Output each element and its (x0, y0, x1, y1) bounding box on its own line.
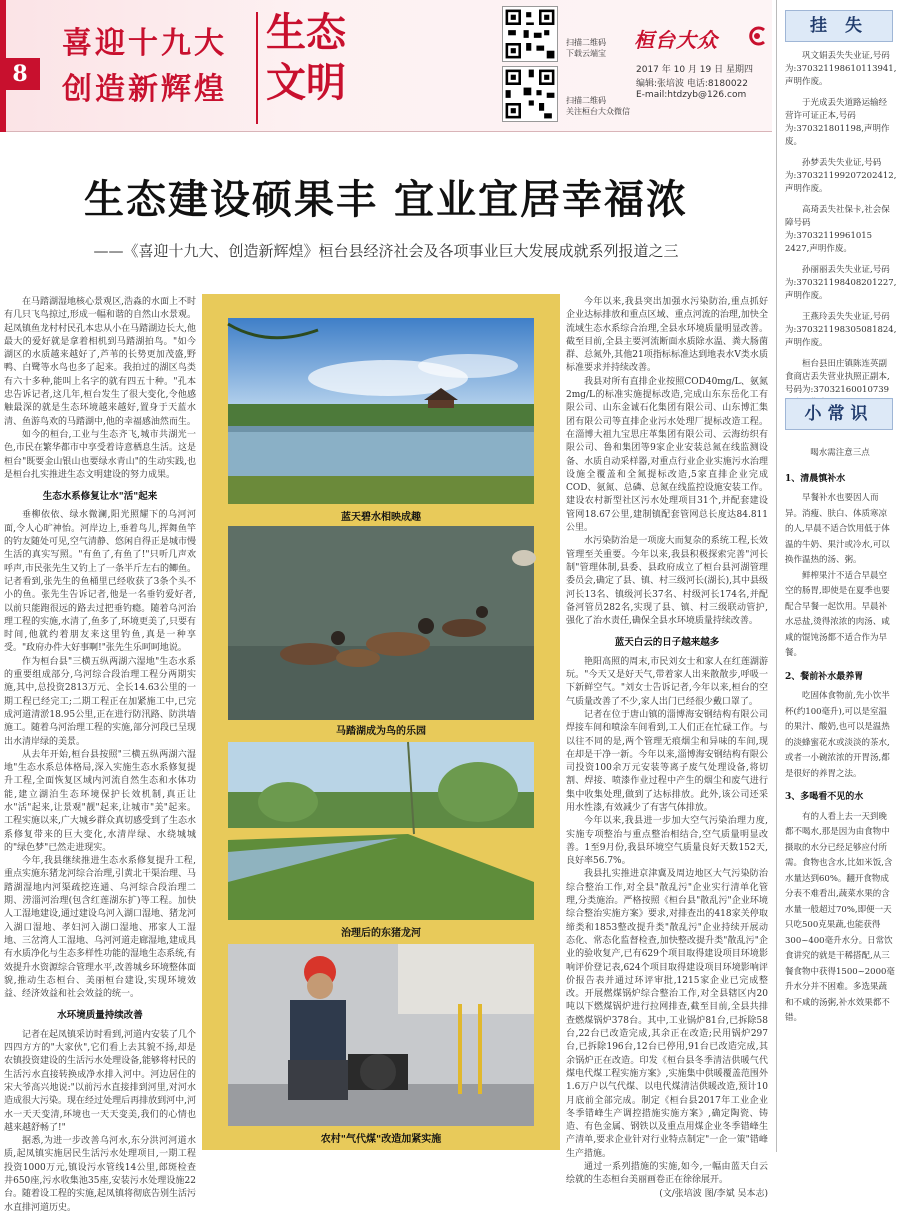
newspaper-logo: 桓台大众 (634, 28, 718, 52)
article-column-right (566, 296, 768, 1199)
editor-info: 编辑:张培波 电话:8180022 (636, 79, 749, 89)
page-number: 8 (0, 58, 40, 90)
newspaper-emblem-icon (746, 24, 768, 48)
paragraph: 今年,我县继续推进生态水系修复提升工程,重点实施东猪龙河综合治理,引黄北干渠治理、马踏湖湿地内河渠疏挖连通、乌河综合段治理二期、涝淄河治理(包含红莲湖东扩)等工程。加快人工湿地建设,通过建设乌河入湖口湿地、猪龙河入湖口湿地、孝妇河入湖口湿地、邢家人工湿地、三岔湾人工湿地、乌河河道走廊湿地,建成具有水质净化与生态多样性功能的湿地生态系统,有效提升水资源综合管理水平,改善城乡环境整体面貌,推动生态桓台、美丽桓台建设,实现环境效益、经济效益和社会效益的统一。 (4, 856, 196, 1000)
paragraph: 今年以来,我县进一步加大空气污染治理力度,实施专项整治与重点整治相结合,空气质量明显改善。1至9月份,我县环境空气质量良好天数152天,良好率56.7%。 (566, 816, 768, 867)
sidebar (776, 0, 900, 1152)
tip-heading: 3、多喝看不见的水 (785, 792, 864, 802)
paragraph: 水污染防治是一项庞大而复杂的系统工程,长效管理至关重要。今年以来,我县积极探索完善"河长制"管理体制,县委、县政府成立了桓台县河湖管理委员会,确定了县、镇、村三级河长(湖长),其中县级河长13名、镇级河长37名、村级河长174名,并配备河管员282名,实现了县、镇、村三级联动管护,强化了治水责任,确保全县水环境质量持续改善。 (566, 536, 768, 627)
article-subheadline: ——《喜迎十九大、创造新辉煌》桓台县经济社会及各项事业巨大发展成就系列报道之三 (93, 242, 679, 260)
lost-notice: 王燕玲丢失失业证,号码为:370321198305081824,声明作废。 (785, 312, 897, 348)
header-divider (256, 12, 258, 124)
photo-worker (228, 944, 534, 1126)
lost-notice: 高琦丢失社保卡,社会保障号码为:37032119961015 2427,声明作废。 (785, 205, 890, 254)
section-subheading: 水环境质量持续改善 (57, 1010, 143, 1022)
lost-notice: 孙丽丽丢失失业证,号码为:370321198408201227,声明作废。 (785, 265, 897, 301)
lost-notices-list (785, 50, 895, 418)
paragraph: 记者在起凤镇采访时看到,河道内安装了几个四四方方的"大家伙",它们看上去其貌不扬,却是农镇投资建设的生活污水处理设备,能够将村民的生活污水直接转换成净水排入河中。河边居住的宋大爷高兴地说:"以前污水直接排到河里,对河水造成很大污染。现在经过处理后再排放到河中,河水一天天变清,环境也一天天变美,我们的心情也越来越舒畅了!" (4, 1029, 196, 1133)
slogan-line-1: 喜迎十九大 (62, 26, 227, 61)
photo-caption: 马踏湖成为鸟的乐园 (336, 726, 426, 737)
paragraph: 艳阳高照的周末,市民刘女士和家人在红莲湖游玩。"今天又是好天气,带着家人出来散散步,呼吸一下新鲜空气。"刘女士告诉记者,今年以来,桓台的空气质量改善了不少,家人出门已经很少戴口罩了。 (566, 656, 768, 707)
paragraph: 记者在位于唐山镇的淄博海安钢结构有限公司焊接车间和喷涂车间看到,工人们正在忙碌工作。与以往不同的是,两个管理无痕烟尘和异味的车间,现在却是干净一新。今年以来,淄博海安钢结构有限公司投资100余万元安装等离子废气处理设备,将切割、焊接、喷漆作业过程中产生的烟尘和废气进行集中收集处理,做到了达标排放。此外,该公司还采用水性漆,有效减少了有害气体排放。 (566, 709, 768, 813)
lost-notice: 巩文娟丢失失业证,号码为:370321198610113941,声明作废。 (785, 51, 897, 87)
paragraph: 垂柳依依、绿水微澜,阳光照耀下的乌河河面,令人心旷神怡。河岸边上,垂着鸟儿,挥舞鱼竿的钓友随处可见,空气清静、悠闲自得正是城市慢生活的真实写照。"有鱼了,有鱼了!"只听几声欢呼声,市民张先生又钓上了一条半斤左右的鲫鱼。记者看到,张先生的鱼桶里已经收获了3条个头不小的鱼。张先生告诉记者,他是一名垂钓爱好者,以前只能跑很远的路去过把垂钓瘾。随着乌河治理工程的实施,水清了,鱼多了,环境更美了,只要有时间,他就约着朋友来这里钓鱼,真是一种享受。"政府办件大好事啊!"张先生乐呵呵地说。 (4, 510, 196, 654)
tip-text: 早餐补水也要因人而异。消瘦、肤白、体质寒凉的人,早晨不适合饮用低于体温的牛奶、果汁或冷水,可以换作温热的汤、粥。 (785, 493, 890, 565)
photo-grebes (228, 526, 534, 720)
photo-caption: 农村"气代煤"改造加紧实施 (320, 1134, 442, 1145)
lost-notices-title: 挂 失 (785, 10, 893, 42)
paragraph: 作为桓台县"三横五纵两湖六湿地"生态水系的重要组成部分,乌河综合段治理工程分两期实施,其中,总投资2813万元、全长14.63公里的一期工程已经完工;二期工程正在加紧施工中,已完成河道清淤18.95公里,正在进行防汛路、防洪墙施工。随着乌河治理工程的实施,部分河段已呈现出水清岸绿的美景。 (4, 656, 196, 747)
tip-text: 鲜榨果汁不适合早晨空空的肠胃,即使是在夏季也要配合早餐一起饮用。早晨补水忌盐,烫得浓浓的肉汤、咸咸的馄饨汤都不适合作为早餐。 (785, 570, 890, 658)
tip-text: 有的人看上去一天到晚都不喝水,那是因为由食物中摄取的水分已经足够应付所需。食物也含水,比如米饭,含水量达到60%。翻开食物成分表不难看出,蔬菜水果的含水量一般超过70%,即便一天只吃500克果蔬,也能获得300~400毫升水分。日常饮食讲究的就是干稀搭配,从三餐食物中获得1500~2000毫升水分并不困难。多选果蔬和不咸的汤粥,补水效果都不错。 (785, 811, 895, 1023)
qr2-caption-2: 关注桓台大众微信 (566, 107, 630, 116)
section-subheading: 蓝天白云的日子越来越多 (614, 637, 720, 649)
qr-pattern-icon (503, 7, 557, 61)
article-headline: 生态建设硕果丰 宜业宜居幸福浓 (84, 177, 688, 223)
tip-heading: 2、餐前补水最养胃 (785, 671, 864, 682)
tip-text: 吃固体食物前,先小饮半杯(约100毫升),可以是室温的果汁、酸奶,也可以是温热的淡蜂蜜花水或淡淡的茶水,或者一小碗浓浓的开胃汤,都是很好的养胃之法。 (785, 691, 890, 779)
tips-section (785, 446, 895, 1027)
article-column-left (4, 296, 196, 1213)
tips-subtitle: 喝水需注意三点 (810, 448, 870, 458)
article-byline: (文/张培波 图/李斌 吴本志) (659, 1188, 768, 1199)
paragraph: 从去年开始,桓台县按照"三横五纵两湖六湿地"生态水系总体格局,深入实施生态水系修复提升工程,全面恢复区域内河流自然生态和水体功能,建立湖泊生态环境保护长效机制,真正让水"活"起来,让景观"靓"起来,让城市"美"起来。工程实施以来,广大城乡群众真切感受到了生态水系修复带来的巨大变化,水清岸绿、水绕城城的"绿色梦"已然走进现实。 (4, 749, 196, 853)
photo-column (202, 294, 560, 1150)
photo-caption: 蓝天碧水相映成趣 (341, 512, 421, 523)
photo-caption: 治理后的东猪龙河 (341, 928, 421, 939)
lost-notice: 于光成丢失道路运输经营许可证正本,号码为:370321801198,声明作废。 (785, 98, 890, 147)
paragraph: 在马踏湖湿地核心景观区,浩淼的水面上不时有几只飞鸟掠过,形成一幅和谐的自然山水景观。起凤镇鱼龙村村民孔本忠从小在马踏湖边长大,他最大的爱好就是拿着相机到马踏湖拍鸟。"如今湖区的水质越来越好了,芦苇的长势更加茂盛,野鸭、白鹭等水鸟也多了起来。我拍过的湖区鸟类有六十多种,能叫上名字的就有四五十种。"孔本忠告诉记者,这几年,桓台发生了很大变化,令他感触最深的就是生态环境越来越好,置身于天蓝水清、鱼游鸟欢的马踏湖中,他的幸福感油然而生。 (4, 297, 196, 427)
qr1-caption-2: 下载云端宝 (566, 49, 606, 58)
paragraph: 通过一系列措施的实施,如今,一幅由蓝天白云绘就的生态桓台美丽画卷正在徐徐展开。 (566, 1162, 768, 1186)
paragraph: 如今的桓台,工业与生态齐飞,城市共湖光一色,市民在繁华都市中享受着诗意栖息生活。这是桓台"既要金山银山也要绿水青山"的生动实践,也是桓台扎实推进生态文明建设的努力成果。 (4, 429, 196, 480)
qr-code-wechat (502, 66, 558, 122)
paragraph: 今年以来,我县突出加强水污染防治,重点抓好企业达标排放和重点区域、重点河流的治理,加快全流域生态水系综合治理,全县水环境质量明显改善。截至目前,全县主要河流断面水质除水温、粪大肠菌群、总氮外,其他21项指标标准达到地表水V类水质标准要求并持续改善。 (566, 297, 768, 374)
tip-heading: 1、清晨慎补水 (785, 473, 846, 484)
slogan-line-2: 创造新辉煌 (62, 72, 227, 107)
issue-date: 2017 年 10 月 19 日 星期四 (636, 65, 753, 75)
contact-email: E-mail:htdzyb@126.com (636, 90, 747, 100)
qr-code-download (502, 6, 558, 62)
qr-pattern-icon (503, 67, 557, 121)
qr2-caption-1: 扫描二维码 (566, 96, 606, 105)
photo-lake-sky (228, 318, 534, 504)
qr1-caption-1: 扫描二维码 (566, 38, 606, 47)
paragraph: 我县对所有直排企业按照COD40mg/L、氨氮2mg/L的标准实施提标改造,完成山东东岳化工有限公司、山东金诚石化集团有限公司、山东博汇集团有限公司等直排企业污水处理厂提标改造工程。在淄博大祖九宝思庄革集团有限公司、云海纺织有限公司、鲁和集团等9家企业安装总氮在线监测设备、水质自动采样器,对重点行业企业实施污水治理设施全覆盖和全氮提标改造,5家直排企业完成COD、氨氮、总磷、总氮在线监控设施安装工作。建设农村新型社区污水处理项目31个,并配套建设管网18.67公里,建制镇配套管网总长度达84.811公里。 (566, 376, 768, 534)
paragraph: 据悉,为进一步改善乌河水,东分洪河河道水质,起凤镇实施居民生活污水处理项目,一期工程投资1000万元,镇设污水管线14公里,郎斑检查井650座,污水收集池35座,安装污水处理设施22台。随着设工程的实施,起凤镇将彻底告别生活污水直排河道历史。 (4, 1136, 196, 1213)
section-title: 生态文明 (266, 9, 346, 106)
section-subheading: 生态水系修复让水"活"起来 (42, 491, 158, 503)
lost-notice: 桓台县田庄镇陈连英副食商店丢失营业执照正副本,号码为:37032160010739 (785, 359, 890, 395)
paragraph: 我县扎实推进京津冀及周边地区大气污染防治综合整治工作,对全县"散乱污"企业实行清单化管理,分类施治。严格按照《桓台县"散乱污"企业环境综合整治实施方案》要求,对排查出的418家关停取缔类和1853整改提升类"散乱污"企业持续开展动态化、常态化监督检查,加快整改提升类"散乱污"企业的验收复产,已有629个项目取得建设项目环境影响评价登记表,624个项目取得建设项目环境影响评价报告表并通过环评审批,1215家企业已完成整改。开展燃煤锅炉综合整治工作,对全县辖区内20吨以下燃煤锅炉进行拉网排查,截至目前,全县共排查燃煤锅炉378台。其中,工业锅炉81台,已拆除58台,22台已改造完成,其余正在改造;民用锅炉297台,已拆除196台,12台已停用,91台已改造完成,其余锅炉正在改造。印发《桓台县冬季清洁供暖气代煤电代煤工程实施方案》,实施集中供暖覆盖范围外1.6万户以气代煤、以电代煤清洁供暖改造,预计10月底前全部完成。制定《桓台县2017年工业企业冬季错峰生产调控措施实施方案》,确定陶瓷、铸造、有色金属、钢铁以及重点用煤企业冬季错峰生产清单,要求企业针对行业特点制定"一企一策"错峰生产措施。 (566, 869, 768, 1159)
lost-notice: 孙梦丢失失业证,号码为:370321199207202412,声明作废。 (785, 158, 897, 194)
photo-river (228, 742, 534, 920)
tips-title: 小常识 (785, 398, 893, 430)
